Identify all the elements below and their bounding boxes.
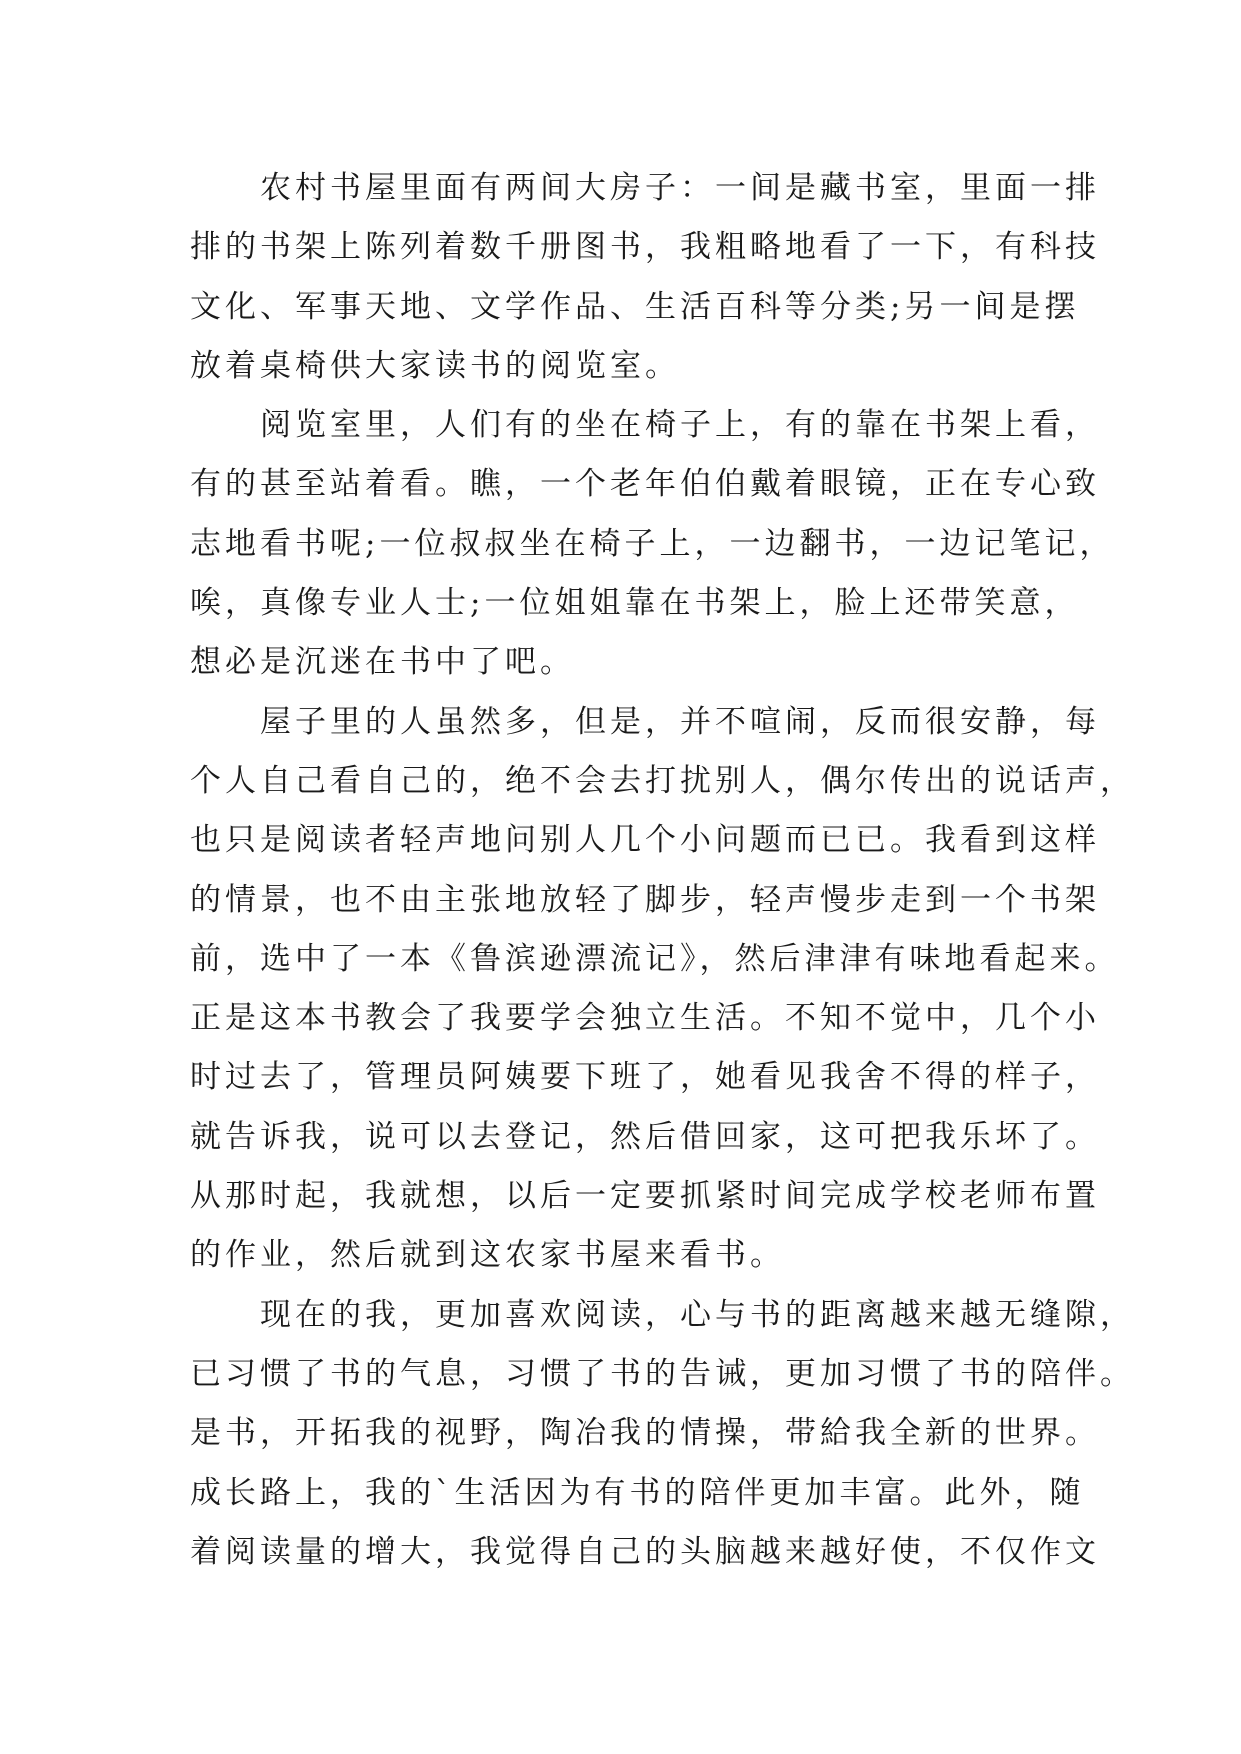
document-body xyxy=(190,159,1135,1582)
text-line: 唉，真像专业人士;一位姐姐靠在书架上，脸上还带笑意， xyxy=(190,585,1080,622)
text-line: 时过去了，管理员阿姨要下班了，她看见我舍不得的样子， xyxy=(190,1059,1100,1096)
text-line: 文化、军事天地、文学作品、生活百科等分类;另一间是摆 xyxy=(190,288,1080,325)
text-line: 想必是沉迷在书中了吧。 xyxy=(190,644,575,681)
text-line: 志地看书呢;一位叔叔坐在椅子上，一边翻书，一边记笔记， xyxy=(190,525,1115,562)
text-line: 正是这本书教会了我要学会独立生活。不知不觉中，几个小 xyxy=(190,1000,1100,1037)
text-line: 农村书屋里面有两间大房子：一间是藏书室，里面一排 xyxy=(260,170,1100,206)
text-line: 已习惯了书的气息，习惯了书的告诫，更加习惯了书的陪伴。 xyxy=(190,1355,1135,1392)
text-line: 阅览室里，人们有的坐在椅子上，有的靠在书架上看， xyxy=(260,407,1100,444)
paragraph xyxy=(190,159,1100,396)
text-line: 着阅读量的增大，我觉得自己的头脑越来越好使，不仅作文 xyxy=(190,1533,1100,1570)
text-line: 也只是阅读者轻声地问别人几个小问题而已已。我看到这样 xyxy=(190,822,1100,859)
text-line: 放着桌椅供大家读书的阅览室。 xyxy=(190,347,680,384)
text-line: 就告诉我，说可以去登记，然后借回家，这可把我乐坏了。 xyxy=(190,1118,1100,1155)
text-line: 个人自己看自己的，绝不会去打扰别人，偶尔传出的说话声， xyxy=(190,762,1135,799)
text-line: 从那时起，我就想，以后一定要抓紧时间完成学校老师布置 xyxy=(190,1178,1100,1215)
text-line: 的作业，然后就到这农家书屋来看书。 xyxy=(190,1237,785,1274)
paragraph xyxy=(190,396,1115,692)
text-line: 前，选中了一本《鲁滨逊漂流记》，然后津津有味地看起来。 xyxy=(190,940,1120,977)
paragraph xyxy=(190,1286,1135,1582)
text-line: 的情景，也不由主张地放轻了脚步，轻声慢步走到一个书架 xyxy=(190,881,1100,918)
paragraph xyxy=(190,693,1135,1286)
text-line: 现在的我，更加喜欢阅读，心与书的距离越来越无缝隙， xyxy=(260,1296,1135,1333)
text-line: 是书，开拓我的视野，陶冶我的情操，带給我全新的世界。 xyxy=(190,1415,1100,1452)
text-line: 有的甚至站着看。瞧，一个老年伯伯戴着眼镜，正在专心致 xyxy=(190,466,1100,503)
text-line: 成长路上，我的`生活因为有书的陪伴更加丰富。此外，随 xyxy=(190,1474,1085,1511)
text-line: 排的书架上陈列着数千册图书，我粗略地看了一下，有科技 xyxy=(190,229,1100,266)
text-line: 屋子里的人虽然多，但是，并不喧闹，反而很安静，每 xyxy=(260,703,1100,740)
